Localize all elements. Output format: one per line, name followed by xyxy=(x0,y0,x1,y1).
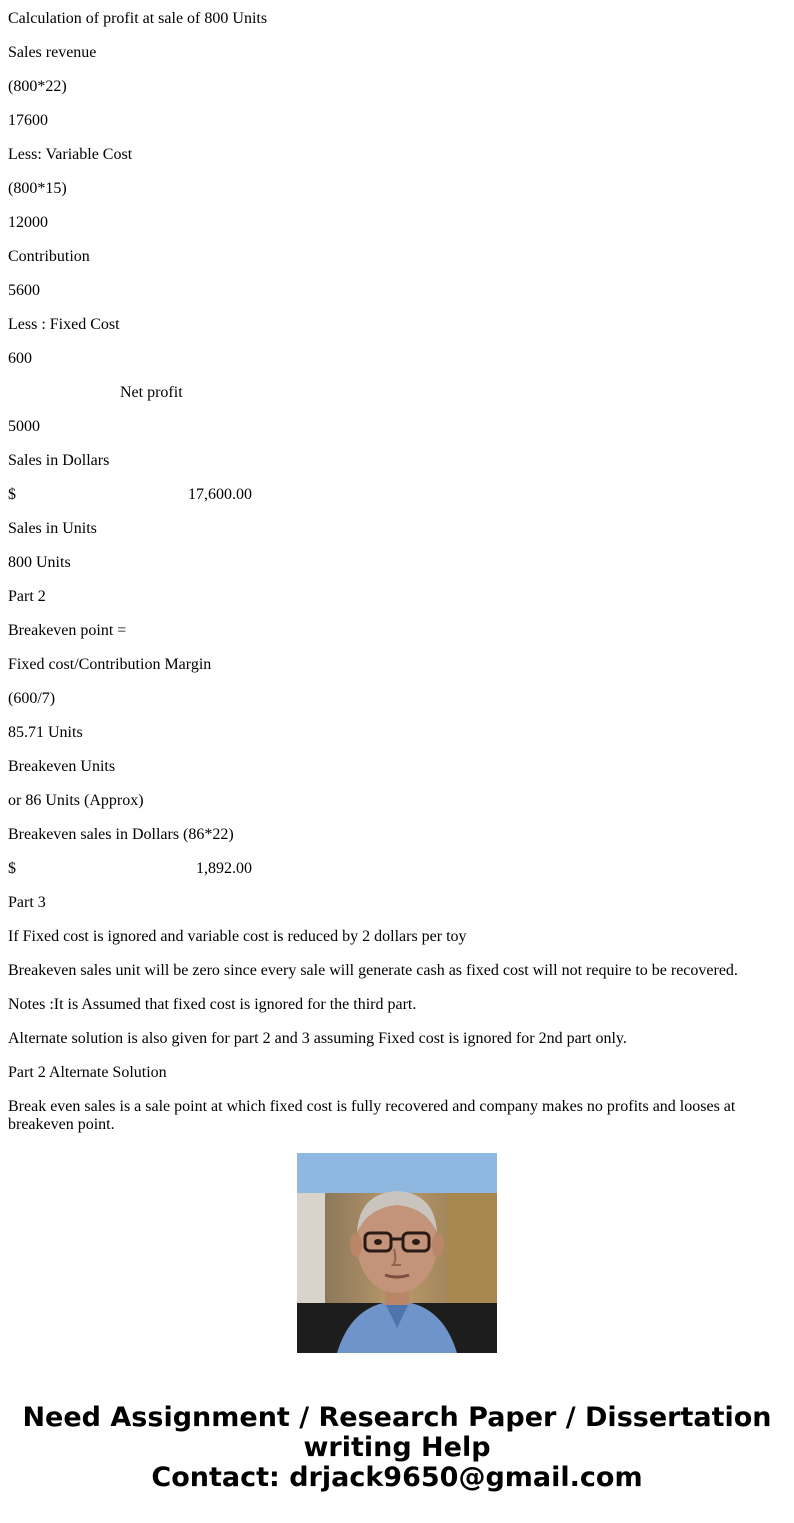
section-heading: Part 2 xyxy=(8,588,46,605)
doc-line: Contribution xyxy=(8,248,90,265)
doc-line: 800 Units xyxy=(8,554,71,571)
doc-line: Sales in Units xyxy=(8,520,97,537)
doc-line: Less : Fixed Cost xyxy=(8,316,120,333)
section-heading: Part 3 xyxy=(8,894,46,911)
doc-line: Sales in Dollars xyxy=(8,452,110,469)
doc-line: Less: Variable Cost xyxy=(8,146,133,163)
section-heading: Part 2 Alternate Solution xyxy=(8,1064,167,1081)
doc-line: (600/7) xyxy=(8,690,56,707)
promo-line: Need Assignment / Research Paper / Dissertation xyxy=(22,1402,772,1433)
doc-line: (800*22) xyxy=(8,78,67,95)
doc-line: 600 xyxy=(8,350,32,367)
doc-line: Alternate solution is also given for part 2 and 3 assuming Fixed cost is ignored for 2nd part only. xyxy=(8,1030,627,1047)
doc-line: 85.71 Units xyxy=(8,724,83,741)
doc-line: If Fixed cost is ignored and variable cost is reduced by 2 dollars per toy xyxy=(8,928,467,945)
doc-line: Sales revenue xyxy=(8,44,97,61)
doc-line: Breakeven point = xyxy=(8,622,127,639)
doc-line: 5600 xyxy=(8,282,40,299)
doc-line: Breakeven sales unit will be zero since every sale will generate cash as fixed cost will not require to be recovered. xyxy=(8,962,738,979)
doc-line: Notes :It is Assumed that fixed cost is ignored for the third part. xyxy=(8,996,417,1013)
money-row xyxy=(8,486,252,504)
currency-symbol: $ xyxy=(8,486,16,503)
doc-heading: Calculation of profit at sale of 800 Units xyxy=(8,10,268,27)
promo-contact: Contact: drjack9650@gmail.com xyxy=(151,1462,643,1493)
money-row xyxy=(8,860,252,878)
doc-line: 12000 xyxy=(8,214,48,231)
amount-value: 17,600.00 xyxy=(188,486,252,503)
doc-line: Breakeven Units xyxy=(8,758,116,775)
doc-line: Break even sales is a sale point at which fixed cost is fully recovered and company makes no profits and looses at breakeven point. xyxy=(8,1098,736,1133)
promo-line: writing Help xyxy=(303,1432,491,1463)
doc-line: 5000 xyxy=(8,418,40,435)
doc-line: Breakeven sales in Dollars (86*22) xyxy=(8,826,234,843)
avatar-portrait-image xyxy=(297,1153,497,1353)
doc-line: (800*15) xyxy=(8,180,67,197)
doc-line: Fixed cost/Contribution Margin xyxy=(8,656,212,673)
avatar xyxy=(297,1153,497,1353)
doc-line: 17600 xyxy=(8,112,48,129)
promo-banner xyxy=(0,1403,794,1493)
doc-line: or 86 Units (Approx) xyxy=(8,792,144,809)
doc-line: Net profit xyxy=(120,384,183,401)
amount-value: 1,892.00 xyxy=(196,860,252,877)
currency-symbol: $ xyxy=(8,860,16,877)
